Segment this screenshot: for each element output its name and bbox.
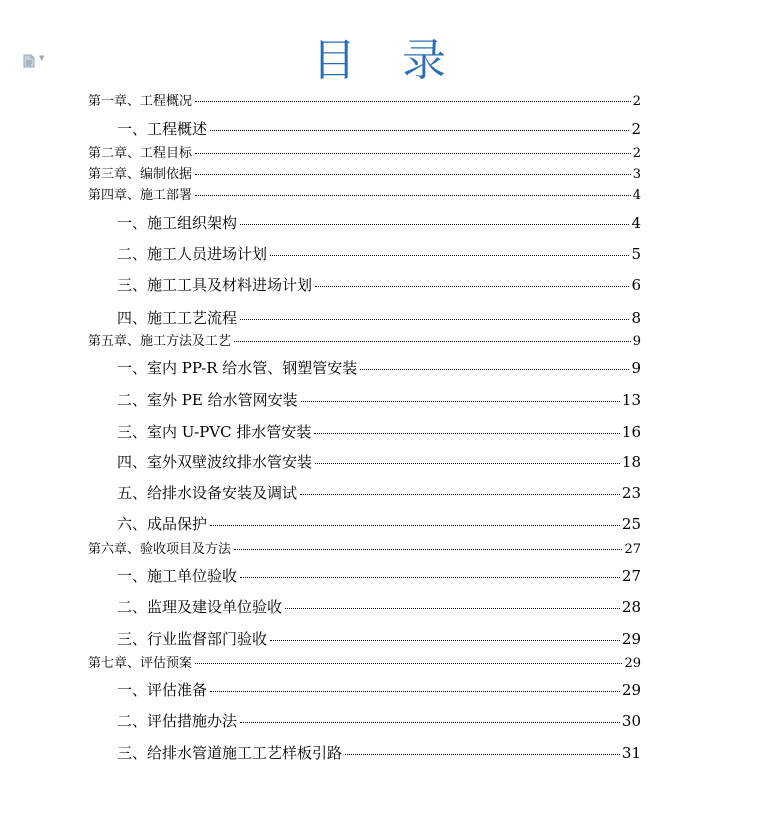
toc-entry-text: 第三章、编制依据 bbox=[88, 167, 193, 182]
toc-entry-text: 一、施工单位验收 bbox=[117, 567, 238, 585]
toc-page-number: 6 bbox=[631, 276, 641, 294]
toc-entry-text: 五、给排水设备安装及调试 bbox=[117, 484, 298, 502]
toc-entry-text: 第七章、评估预案 bbox=[88, 656, 193, 671]
toc-entry-text: 一、施工组织架构 bbox=[117, 214, 238, 232]
toc-page-number: 3 bbox=[632, 167, 641, 182]
toc-dot-leader bbox=[345, 754, 620, 755]
toc-entry-text: 一、室内 PP-R 给水管、钢塑管安装 bbox=[117, 359, 358, 377]
toc-dot-leader bbox=[195, 153, 631, 154]
toc-entry-text: 第六章、验收项目及方法 bbox=[88, 542, 232, 557]
toc-section-entry[interactable] bbox=[117, 389, 641, 411]
toc-section-entry[interactable] bbox=[117, 628, 641, 650]
toc-page-number: 13 bbox=[621, 391, 641, 409]
toc-dot-leader bbox=[195, 195, 631, 196]
toc-entry-text: 四、室外双壁波纹排水管安装 bbox=[117, 453, 313, 471]
toc-page-number: 2 bbox=[631, 120, 641, 138]
toc-chapter-entry[interactable] bbox=[88, 541, 641, 559]
toc-dot-leader bbox=[300, 494, 620, 495]
caret-down-icon[interactable]: ▼ bbox=[39, 54, 45, 62]
toc-entry-text: 六、成品保护 bbox=[117, 515, 208, 533]
toc-entry-text: 一、工程概述 bbox=[117, 120, 208, 138]
toc-page-number: 4 bbox=[631, 214, 641, 232]
toc-page-number: 2 bbox=[632, 94, 641, 109]
toc-entry-text: 第四章、施工部署 bbox=[88, 188, 193, 203]
toc-entry-text: 第一章、工程概况 bbox=[88, 94, 193, 109]
toc-page-number: 27 bbox=[624, 542, 641, 557]
toc-section-entry[interactable] bbox=[117, 565, 641, 587]
toc-dot-leader bbox=[314, 433, 620, 434]
toc-page-number: 27 bbox=[621, 567, 641, 585]
toc-dot-leader bbox=[240, 577, 620, 578]
toc-section-entry[interactable] bbox=[117, 307, 641, 329]
toc-page-number: 29 bbox=[621, 630, 641, 648]
toc-chapter-entry[interactable] bbox=[88, 145, 641, 163]
toc-dot-leader bbox=[210, 525, 620, 526]
toc-page-number: 29 bbox=[624, 656, 641, 671]
toc-entry-text: 第二章、工程目标 bbox=[88, 146, 193, 161]
toc-entry-text: 二、监理及建设单位验收 bbox=[117, 598, 283, 616]
toc-entry-text: 三、施工工具及材料进场计划 bbox=[117, 276, 313, 294]
toc-page-number: 4 bbox=[632, 188, 641, 203]
toc-entry-text: 三、行业监督部门验收 bbox=[117, 630, 268, 648]
toc-dot-leader bbox=[195, 101, 631, 102]
toc-page-number: 16 bbox=[621, 423, 641, 441]
page-title: 目录 bbox=[312, 35, 492, 86]
toc-dot-leader bbox=[270, 255, 629, 256]
toc-section-entry[interactable] bbox=[117, 513, 641, 535]
toc-page-number: 2 bbox=[632, 146, 641, 161]
toc-section-entry[interactable] bbox=[117, 357, 641, 379]
toc-dot-leader bbox=[234, 549, 622, 550]
toc-dot-leader bbox=[360, 369, 629, 370]
toc-chapter-entry[interactable] bbox=[88, 166, 641, 184]
toc-entry-text: 第五章、施工方法及工艺 bbox=[88, 334, 232, 349]
toc-dot-leader bbox=[270, 640, 620, 641]
toc-dot-leader bbox=[315, 286, 629, 287]
toc-section-entry[interactable] bbox=[117, 596, 641, 618]
toc-dot-leader bbox=[240, 319, 629, 320]
toc-chapter-entry[interactable] bbox=[88, 187, 641, 205]
toc-dot-leader bbox=[195, 663, 622, 664]
toc-page-number: 5 bbox=[631, 245, 641, 263]
toc-section-entry[interactable] bbox=[117, 243, 641, 265]
toc-section-entry[interactable] bbox=[117, 742, 641, 764]
toc-section-entry[interactable] bbox=[117, 274, 641, 296]
toc-page-number: 25 bbox=[621, 515, 641, 533]
toc-section-entry[interactable] bbox=[117, 118, 641, 140]
toc-page-number: 28 bbox=[621, 598, 641, 616]
toc-entry-text: 一、评估准备 bbox=[117, 681, 208, 699]
toc-entry-text: 二、室外 PE 给水管网安装 bbox=[117, 391, 298, 409]
toc-section-entry[interactable] bbox=[117, 482, 641, 504]
toc-dot-leader bbox=[234, 341, 631, 342]
toc-entry-text: 二、评估措施办法 bbox=[117, 712, 238, 730]
toc-dot-leader bbox=[240, 224, 629, 225]
toc-chapter-entry[interactable] bbox=[88, 93, 641, 111]
toc-page-number: 30 bbox=[621, 712, 641, 730]
toc-section-entry[interactable] bbox=[117, 710, 641, 732]
toc-section-entry[interactable] bbox=[117, 421, 641, 443]
toc-page-number: 18 bbox=[621, 453, 641, 471]
toc-dot-leader bbox=[301, 401, 620, 402]
toc-chapter-entry[interactable] bbox=[88, 655, 641, 673]
toc-dot-leader bbox=[210, 691, 620, 692]
toc-section-entry[interactable] bbox=[117, 679, 641, 701]
toc-page-number: 31 bbox=[621, 744, 641, 762]
toc-dot-leader bbox=[210, 130, 629, 131]
toc-dot-leader bbox=[315, 463, 620, 464]
toc-dot-leader bbox=[195, 174, 631, 175]
toc-page-number: 9 bbox=[632, 334, 641, 349]
toc-dot-leader bbox=[240, 722, 620, 723]
toc-dot-leader bbox=[285, 608, 620, 609]
toc-page-number: 8 bbox=[631, 309, 641, 327]
toc-entry-text: 三、室内 U-PVC 排水管安装 bbox=[117, 423, 312, 441]
toc-page-number: 9 bbox=[631, 359, 641, 377]
toc-page-number: 23 bbox=[621, 484, 641, 502]
toc-section-entry[interactable] bbox=[117, 451, 641, 473]
toc-chapter-entry[interactable] bbox=[88, 333, 641, 351]
toc-section-entry[interactable] bbox=[117, 212, 641, 234]
toc-entry-text: 四、施工工艺流程 bbox=[117, 309, 238, 327]
toc-entry-text: 二、施工人员进场计划 bbox=[117, 245, 268, 263]
toc-entry-text: 三、给排水管道施工工艺样板引路 bbox=[117, 744, 343, 762]
toc-page-number: 29 bbox=[621, 681, 641, 699]
